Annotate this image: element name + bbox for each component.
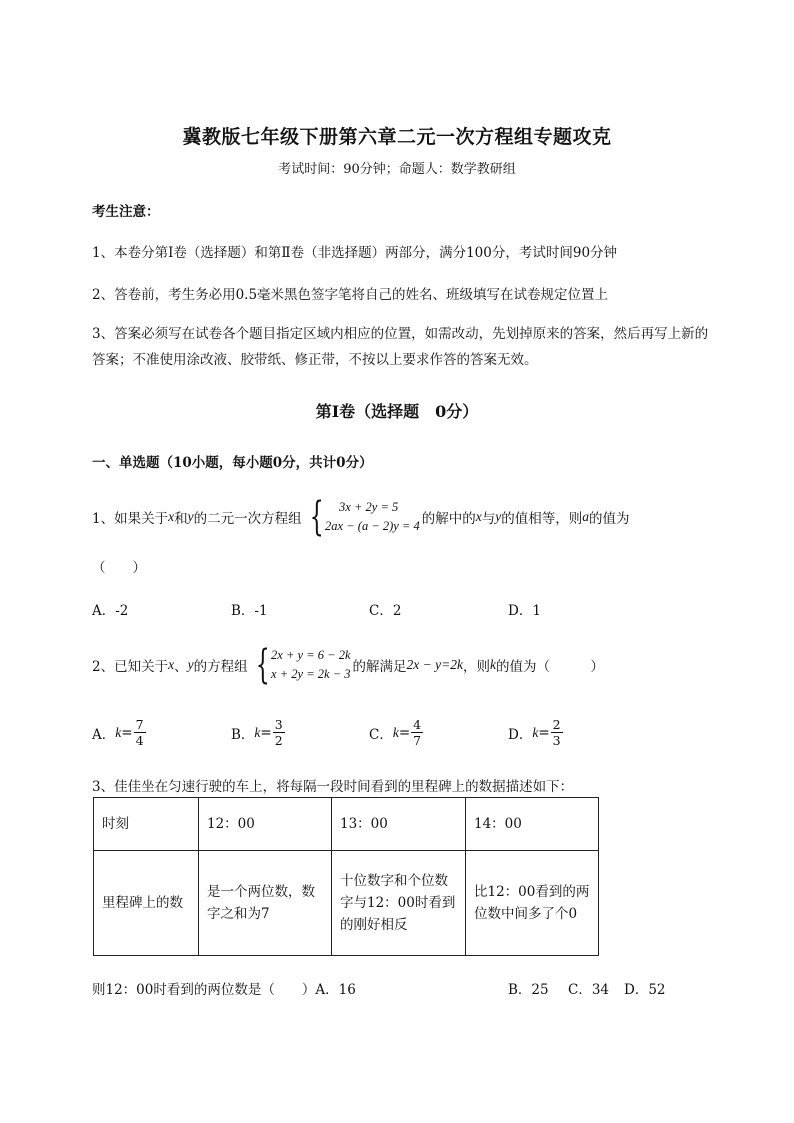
fraction [551, 717, 563, 748]
q1-suffix3: 的值为 [589, 511, 630, 527]
table-cell: 比12：00看到的两位数中间多了个0 [466, 851, 599, 956]
fraction-denominator: 4 [135, 733, 144, 748]
notice-item-3: 3、答案必须写在试卷各个题目指定区域内相应的位置，如需改动，先划掉原来的答案，然后再写上新的答案；不准使用涂改液、胶带纸、修正带，不按以上要求作答的答案无效。 [92, 326, 709, 368]
table-cell: 里程碑上的数 [94, 851, 199, 956]
q1-x2: x [475, 509, 482, 524]
q2-eq2: x + 2y = 2k − 3 [271, 667, 351, 681]
q2-option-var: k [254, 724, 261, 740]
q1-var-y: y [187, 509, 194, 524]
table-header-cell: 13：00 [332, 798, 466, 851]
table-header-cell: 时刻 [94, 798, 199, 851]
q1-with: 与 [481, 511, 496, 527]
notice-item-1: 1、本卷分第I卷（选择题）和第Ⅱ卷（非选择题）两部分，满分100分，考试时间90分钟 [92, 245, 618, 261]
q2-option-a [92, 717, 146, 748]
q1-y2: y [495, 509, 502, 524]
q1-var-a: a [582, 509, 590, 524]
q2-option-eq: = [538, 724, 550, 741]
q2-option-eq: = [121, 724, 133, 741]
q2-option-label: A． [92, 726, 116, 743]
q1-option-c: C．2 [369, 603, 402, 619]
page-title: 冀教版七年级下册第六章二元一次方程组专题攻克 [182, 126, 612, 148]
q1-and: 和 [174, 511, 188, 527]
question-3: 3、佳佳坐在匀速行驶的车上，将每隔一段时间看到的里程碑上的数据描述如下： [92, 779, 574, 795]
q2-suffix1: 的解满足 [352, 659, 407, 675]
q2-option-c [369, 717, 423, 748]
q2-option-var: k [115, 724, 122, 740]
q2-comma: 、 [174, 659, 188, 675]
q3-option-b: B．25 [508, 982, 549, 998]
brace-icon: { [255, 642, 270, 688]
notice-item-2: 2、答卷前，考生务必用0.5毫米黑色签字笔将自己的姓名、班级填写在试卷规定位置上 [92, 287, 609, 303]
notice-heading: 考生注意： [92, 204, 160, 220]
section-title: 第I卷（选择题 0分） [315, 402, 479, 421]
q3-option-d: D．52 [624, 982, 666, 998]
q2-option-var: k [532, 724, 539, 740]
q1-mid: 的二元一次方程组 [193, 511, 302, 527]
fraction-numerator: 3 [274, 717, 283, 732]
q1-var-x: x [168, 509, 175, 524]
q1-option-d: D．1 [508, 603, 541, 619]
q2-option-var: k [392, 724, 399, 740]
q3-footer: 则12：00时看到的两位数是（ ）A．16 [92, 982, 356, 998]
fraction-denominator: 2 [274, 733, 283, 748]
q2-var-x: x [168, 657, 175, 672]
q2-prefix: 2、已知关于 [92, 659, 169, 675]
q2-var-y: y [187, 657, 194, 672]
q2-option-eq: = [398, 724, 411, 741]
q1-option-b: B．-1 [231, 603, 268, 619]
fraction-numerator: 2 [552, 717, 561, 732]
question-2 [92, 642, 604, 688]
milestone-table [93, 797, 599, 956]
q2-suffix3: 的值为（ ） [495, 659, 604, 675]
brace-icon: { [309, 494, 324, 540]
q2-option-b [231, 717, 285, 748]
q1-option-a: A．-2 [92, 603, 129, 619]
q3-option-c: C．34 [568, 982, 610, 998]
q2-option-d [508, 717, 563, 748]
q2-equation-system [250, 642, 351, 688]
part-heading: 一、单选题（10小题，每小题0分，共计0分） [92, 455, 373, 471]
q2-option-eq: = [260, 724, 272, 741]
q1-answer-paren: （ ） [92, 560, 146, 576]
fraction [273, 717, 285, 748]
table-header-row [94, 798, 599, 851]
q1-suffix1: 的解中的 [421, 511, 476, 527]
q2-suffix2: ，则 [462, 659, 490, 675]
table-header-cell: 12：00 [199, 798, 332, 851]
q2-option-label: C． [369, 726, 393, 743]
fraction-numerator: 4 [413, 717, 422, 732]
q1-suffix2: 的值相等，则 [501, 511, 583, 527]
fraction-denominator: 7 [413, 733, 422, 748]
q2-var-k: k [489, 657, 496, 672]
q2-mid: 的方程组 [193, 659, 248, 675]
question-1 [92, 494, 630, 540]
table-cell: 十位数字和个位数字与12：00时看到的刚好相反 [332, 851, 466, 956]
q1-equation-system [304, 494, 420, 540]
fraction [134, 717, 146, 748]
q2-option-label: B． [231, 726, 255, 743]
exam-info: 考试时间：90分钟；命题人：数学教研组 [278, 162, 516, 177]
q2-option-label: D． [508, 726, 533, 743]
q1-prefix: 1、如果关于 [92, 511, 169, 527]
fraction [411, 717, 423, 748]
q1-eq1: 3x + 2y = 5 [339, 500, 399, 514]
fraction-numerator: 7 [135, 717, 144, 732]
table-header-cell: 14：00 [466, 798, 599, 851]
fraction-denominator: 3 [552, 733, 561, 748]
q1-eq2: 2ax − (a − 2)y = 4 [325, 519, 420, 533]
q2-condition: 2x − y=2k [406, 657, 463, 672]
table-cell: 是一个两位数，数字之和为7 [199, 851, 332, 956]
q2-eq1: 2x + y = 6 − 2k [271, 648, 351, 662]
table-row [94, 851, 599, 956]
